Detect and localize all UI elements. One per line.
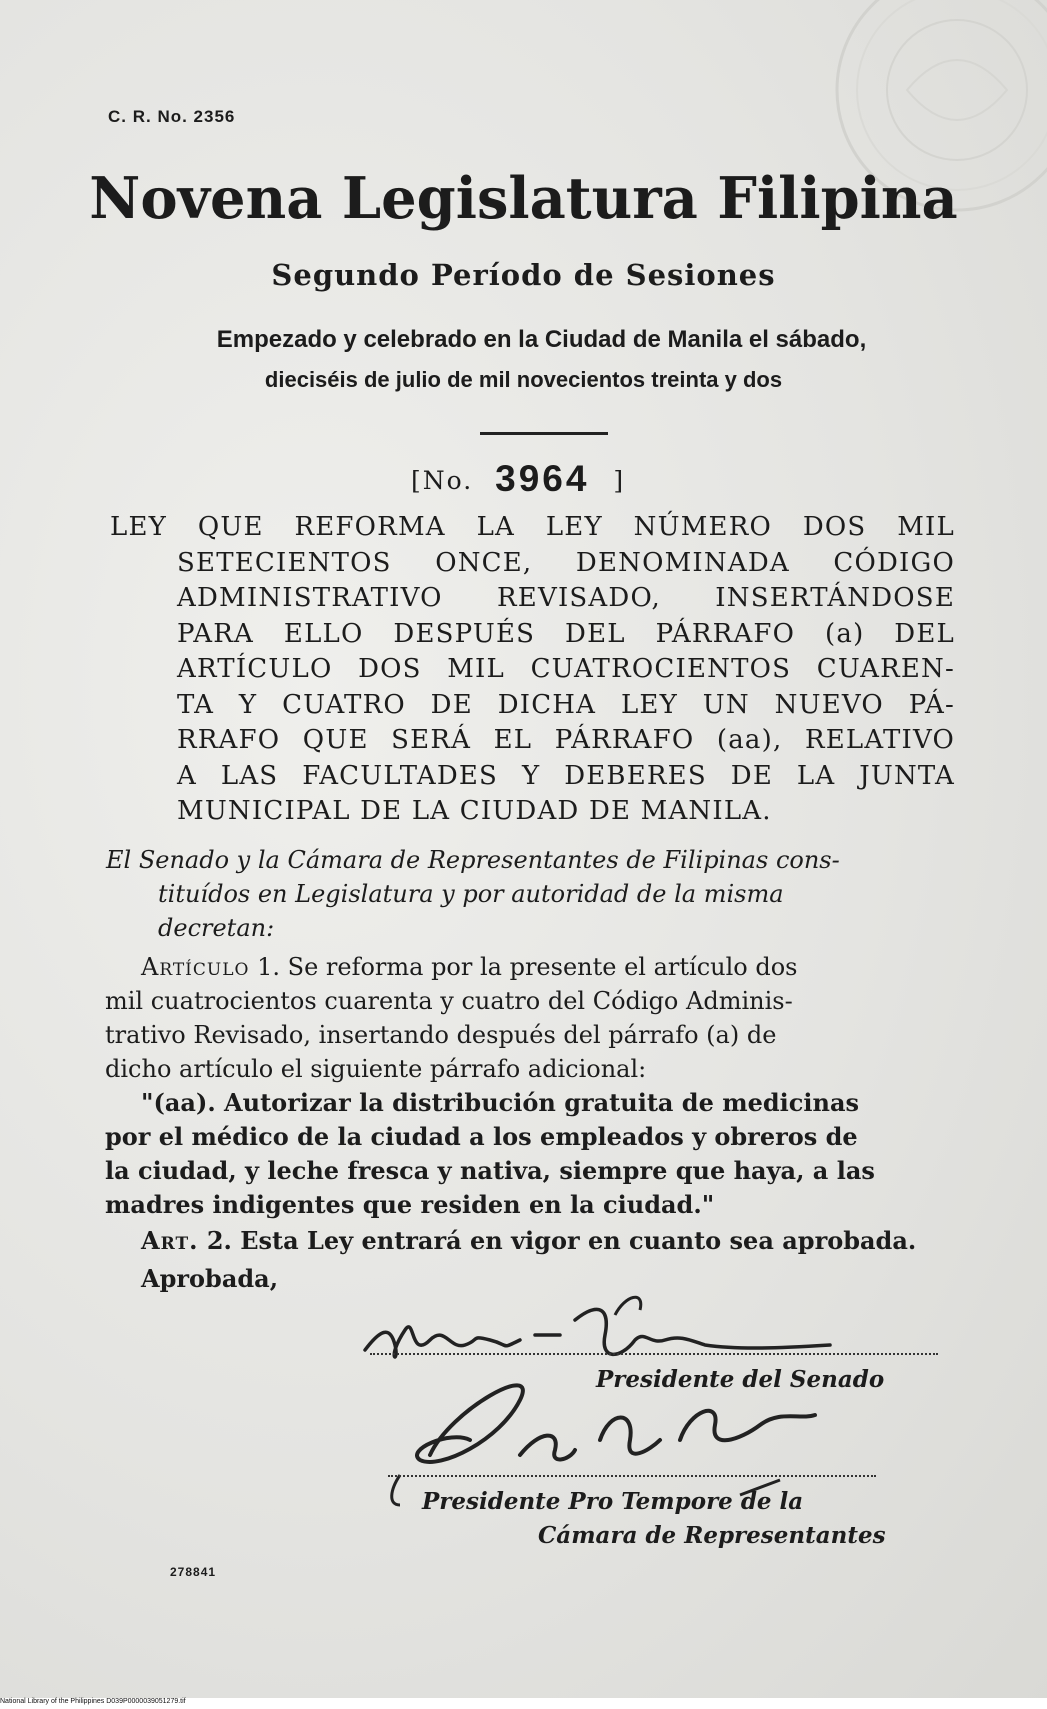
- amendment-quote: [105, 1086, 947, 1222]
- law-number-label: [No.: [411, 466, 474, 495]
- house-president-title-line-1: Presidente Pro Tempore de la: [422, 1488, 804, 1515]
- law-title-line: LEY QUE REFORMA LA LEY NÚMERO DOS MIL: [110, 512, 955, 542]
- law-title-line: TA Y CUATRO DE DICHA LEY UN NUEVO PÁ-: [177, 689, 955, 720]
- approved-text: Aprobada,: [141, 1264, 279, 1293]
- law-title-line: ARTÍCULO DOS MIL CUATROCIENTOS CUAREN-: [177, 654, 955, 684]
- law-title-line: RRAFO QUE SERÁ EL PÁRRAFO (aa), RELATIVO: [177, 725, 955, 755]
- article-1-line: dicho artículo el siguiente párrafo adicional:: [105, 1055, 647, 1083]
- cr-number: C. R. No. 2356: [108, 107, 236, 126]
- article-1-line: trativo Revisado, insertando después del párrafo (a) de: [105, 1021, 777, 1049]
- law-title-line: ADMINISTRATIVO REVISADO, INSERTÁNDOSE: [177, 583, 955, 613]
- law-number: [411, 456, 625, 498]
- law-title-line: PARA ELLO DESPUÉS DEL PÁRRAFO (a) DEL: [177, 618, 955, 649]
- quote-line: "(aa). Autorizar la distribución gratuita de medicinas: [141, 1088, 860, 1117]
- article-2-heading: Art.: [141, 1226, 199, 1255]
- article-2-line: [105, 1224, 947, 1258]
- law-title-line: A LAS FACULTADES Y DEBERES DE LA JUNTA: [177, 760, 955, 791]
- article-2-text: 2. Esta Ley entrará en vigor en cuanto sea aprobada.: [206, 1226, 917, 1255]
- law-number-close: ]: [613, 466, 626, 495]
- article-1-line: mil cuatrocientos cuarenta y cuatro del Código Adminis-: [105, 987, 793, 1015]
- intro-line-2: dieciséis de julio de mil novecientos treinta y dos: [264, 367, 783, 392]
- divider-rule: [480, 432, 608, 435]
- law-title: [110, 510, 955, 830]
- law-number-value: 3964: [495, 458, 590, 499]
- law-title-line: MUNICIPAL DE LA CIUDAD DE MANILA.: [177, 796, 772, 826]
- intro-line-1: Empezado y celebrado en la Ciudad de Manila el sábado,: [216, 326, 867, 353]
- enacting-line: El Senado y la Cámara de Representantes de Filipinas cons-: [106, 846, 840, 874]
- archive-footer: National Library of the Philippines D039P0000039051279.tif: [0, 1698, 1047, 1709]
- quote-line: por el médico de la ciudad a los empleados y obreros de: [105, 1122, 858, 1151]
- article-1-line: 1. Se reforma por la presente el artículo dos: [257, 953, 798, 981]
- quote-line: madres indigentes que residen en la ciudad.": [105, 1190, 715, 1219]
- quote-line: la ciudad, y leche fresca y nativa, siempre que haya, a las: [105, 1156, 875, 1185]
- law-title-line: SETECIENTOS ONCE, DENOMINADA CÓDIGO: [177, 547, 955, 578]
- reference-number: 278841: [170, 1565, 217, 1579]
- house-president-title-line-2: Cámara de Representantes: [538, 1522, 886, 1549]
- legislature-title: Novena Legislatura Filipina: [89, 165, 958, 232]
- article-1-first-line: [105, 950, 947, 984]
- signature-line-senate: [370, 1353, 938, 1355]
- session-subtitle: Segundo Período de Sesiones: [271, 258, 776, 292]
- signature-line-house: [388, 1475, 876, 1477]
- enacting-line: tituídos en Legislatura y por autoridad de la misma: [158, 880, 784, 908]
- article-2: [105, 1224, 947, 1258]
- enacting-line: decretan:: [158, 914, 275, 942]
- enacting-clause: [106, 843, 950, 945]
- senate-president-title: Presidente del Senado: [596, 1366, 885, 1393]
- article-1-heading: Artículo: [141, 953, 250, 981]
- article-1: [105, 950, 947, 1086]
